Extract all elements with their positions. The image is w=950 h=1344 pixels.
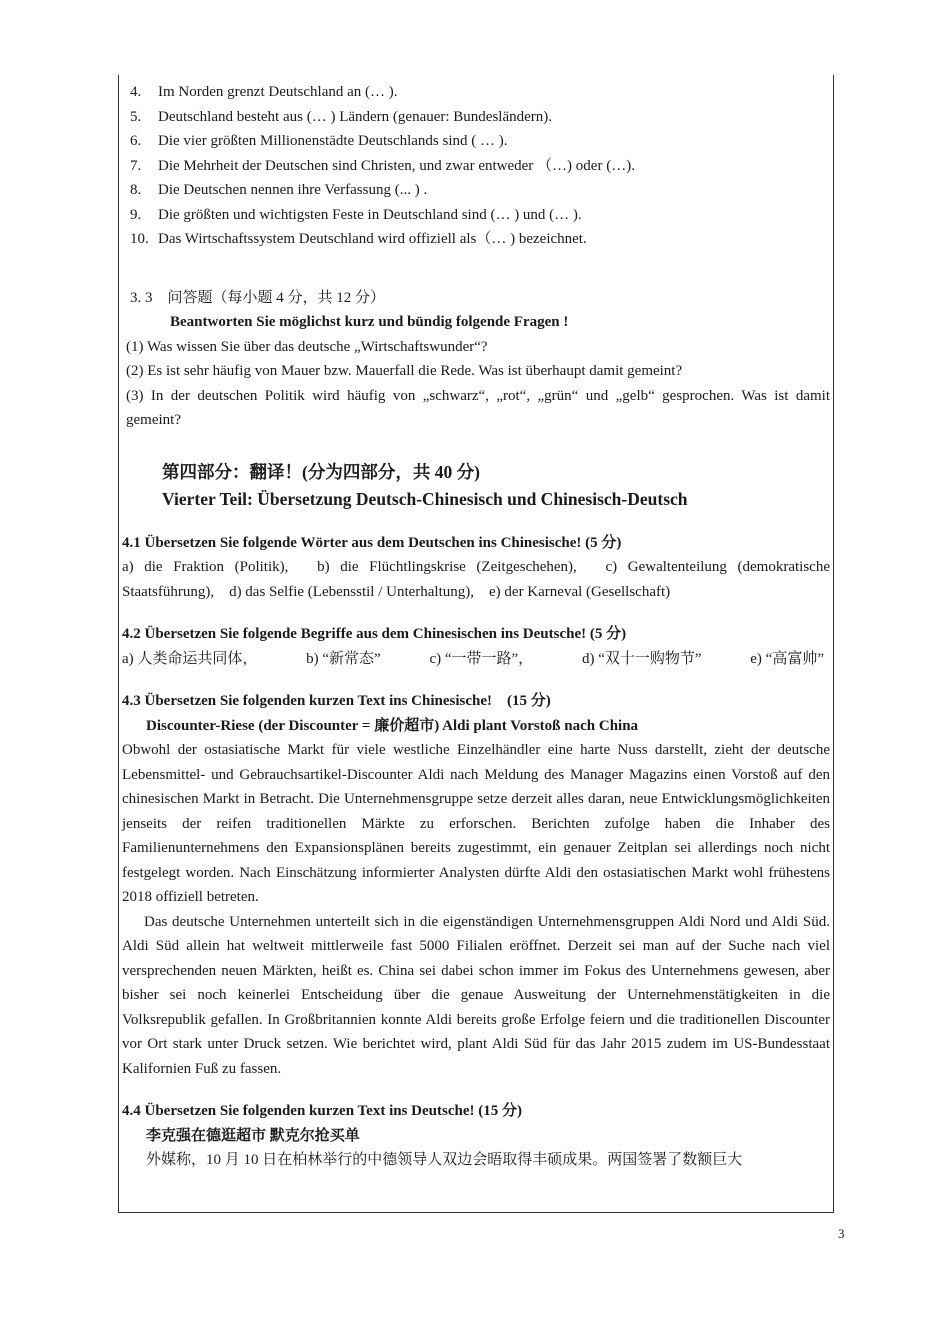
page-number: 3 [838, 1226, 845, 1241]
page-content [122, 80, 830, 1173]
question-3: (3) In der deutschen Politik wird häufig von „schwarz“, „rot“, „grün“ und „gelb“ gesprochen. Was ist damit gemeint? [126, 387, 830, 428]
section-4-2-heading: 4.2 Übersetzen Sie folgende Begriffe aus dem Chinesischen ins Deutsche! (5 分) [122, 626, 627, 642]
part-4-title [122, 459, 830, 513]
section-3-3-heading: 3. 3 问答题（每小题 4 分，共 12 分） [130, 289, 386, 306]
list-item: 10. Das Wirtschaftssystem Deutschland wird offiziell als（… ) bezeichnet. [130, 231, 587, 247]
list-item: 9. Die größten und wichtigsten Feste in Deutschland sind (… ) und (… ). [130, 206, 582, 223]
section-4-4-text: 外媒称，10 月 10 日在柏林举行的中德领导人双边会晤取得丰硕成果。两国签署了数额巨大 [146, 1152, 743, 1168]
term-item: c) “一带一路”， [429, 650, 534, 667]
section-4-3-title: Discounter-Riese (der Discounter = 廉价超市) Aldi plant Vorstoß nach China [146, 717, 639, 734]
section-4-3-heading: 4.3 Übersetzen Sie folgenden kurzen Text ins Chinesische! (15 分) [122, 693, 551, 709]
question-1: (1) Was wissen Sie über das deutsche „Wirtschaftswunder“? [126, 338, 488, 355]
section-4-2-items [122, 647, 830, 672]
section-4-4-heading: 4.4 Übersetzen Sie folgenden kurzen Text ins Deutsche! (15 分) [122, 1103, 522, 1119]
term-item: e) “高富帅” [750, 650, 824, 667]
list-item: 8. Die Deutschen nennen ihre Verfassung (... ) . [130, 182, 428, 198]
term-item: d) “双十一购物节” [581, 650, 702, 667]
list-item: 5. Deutschland besteht aus (… ) Ländern (genauer: Bundesländern). [130, 108, 553, 125]
list-item: 4. Im Norden grenzt Deutschland an (… ). [130, 84, 398, 100]
section-3-3-instruction: Beantworten Sie möglichst kurz und bündig folgende Fragen ! [170, 314, 569, 330]
section-4-4-title: 李克强在德逛超市 默克尔抢买单 [146, 1127, 360, 1144]
section-4-1-heading: 4.1 Übersetzen Sie folgende Wörter aus dem Deutschen ins Chinesische! (5 分) [122, 534, 622, 551]
part-4-title-de: Vierter Teil: Übersetzung Deutsch-Chinesisch und Chinesisch-Deutsch [162, 488, 688, 509]
question-2: (2) Es ist sehr häufig von Mauer bzw. Mauerfall die Rede. Was ist überhaupt damit gemeint? [126, 363, 683, 379]
section-4-3-paragraph-2: Das deutsche Unternehmen unterteilt sich in die eigenständigen Unternehmensgruppen Aldi Nord und Aldi Süd. Aldi Süd allein hat weltweit mittlerweile fast 5000 Filialen eröffnet. Derzeit sei man auf der Suche nach viel versprechenden neuen Märkten, heißt es. China sei dabei schon immer im Fokus des Unternehmens gewesen, aber bisher sei noch keinerlei Entscheidung über die genaue Ausweitung der Unternehmenstätigkeiten in die Volksrepublik gefallen. In Großbritannien konnte Aldi bereits große Erfolge feiern und die traditionellen Discounter vor Ort stark unter Druck setzen. Wie berichtet wird, plant Aldi Süd für das Jahr 2015 zudem im US-Bundesstaat Kalifornien Fuß zu fassen. [122, 913, 830, 1077]
section-4-3-paragraph-1: Obwohl der ostasiatische Markt für viele westliche Einzelhändler eine harte Nuss darstellt, zieht der deutsche Lebensmittel- und Gebrauchsartikel-Discounter Aldi nach Meldung des Manager Magazins einen Vorstoß auf den chinesischen Markt in Betracht. Die Unternehmensgruppe setze derzeit alles daran, neue Entwicklungsmöglichkeiten jenseits der reifen traditionellen Märkte zu erforschen. Berichten zufolge haben die Inhaber des Familienunternehmens den Expansionsplänen bereits zugestimmt, ein genauer Zeitplan sei allerdings noch nicht festgelegt worden. Nach Einschätzung informierter Analysten dürfte Aldi den ostasiatischen Markt wohl frühestens 2018 offiziell betreten. [122, 742, 830, 905]
term-item: b) “新常态” [306, 650, 381, 667]
question-list-3-2 [122, 80, 830, 252]
section-4-1-text: a) die Fraktion (Politik), b) die Flüchtlingskrise (Zeitgeschehen), c) Gewaltenteilung (demokratische Staatsführung), d) das Selfie (Lebensstil / Unterhaltung), e) der Karneval (Gesellschaft) [122, 559, 830, 600]
part-4-title-cn: 第四部分：翻译！(分为四部分，共 40 分) [162, 461, 480, 482]
list-item: 7. Die Mehrheit der Deutschen sind Christen, und zwar entweder （…) oder (…). [130, 157, 635, 174]
list-item: 6. Die vier größten Millionenstädte Deutschlands sind ( … ). [130, 133, 508, 149]
term-item: a) 人类命运共同体， [122, 650, 258, 667]
